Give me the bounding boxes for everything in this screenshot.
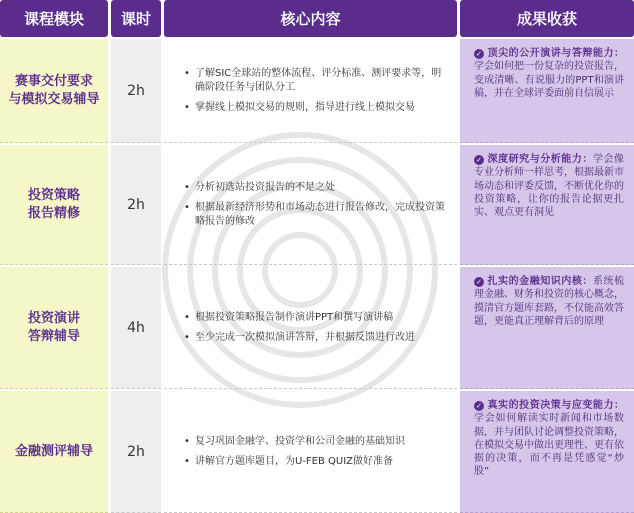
result-cell: [460, 391, 634, 513]
check-circle-icon: ✓: [474, 49, 484, 59]
result-text: [474, 153, 624, 219]
result-body: 系统梳理金融、财务和投资的核心概念，摸清官方题库套路，不仅能高效答题，更能真正理解背后的原理: [474, 276, 625, 327]
course-name-text: 金融测评辅导: [14, 443, 93, 459]
check-circle-icon: ✓: [474, 155, 484, 165]
result-cell: [460, 145, 634, 265]
result-title: 扎实的金融知识内核：: [487, 276, 593, 287]
course-name: [0, 145, 108, 265]
core-item: • 复习巩固金融学、投资学和公司金融的基础知识: [184, 435, 447, 449]
course-name-text: 投资策略 报告精修: [27, 187, 80, 221]
course-name: [0, 391, 108, 513]
result-text: [474, 275, 624, 328]
header-time: 课时: [111, 0, 161, 37]
table-row: [0, 145, 634, 265]
core-content: [164, 39, 457, 143]
course-name-text: 投资演讲 答辩辅导: [27, 310, 80, 344]
result-title: 真实的投资决策与应变能力：: [487, 400, 624, 411]
check-circle-icon: ✓: [474, 277, 484, 287]
core-item: • 根据最新经济形势和市场动态进行报告修改，完成投资策略报告的修改: [184, 201, 447, 229]
core-item: • 根据投资策略报告制作演讲PPT和撰写演讲稿: [184, 311, 447, 325]
course-hours: 4h: [111, 267, 161, 389]
result-cell: [460, 267, 634, 389]
table-row: [0, 391, 634, 513]
course-hours: 2h: [111, 39, 161, 143]
table-row: [0, 39, 634, 143]
course-name: [0, 39, 108, 143]
result-title: 顶尖的公开演讲与答辩能力：: [487, 48, 624, 59]
course-hours: 2h: [111, 391, 161, 513]
result-cell: [460, 39, 634, 143]
course-name-text: 赛事交付要求 与模拟交易辅导: [8, 73, 100, 107]
header-course: 课程模块: [0, 0, 108, 37]
result-text: [474, 47, 624, 100]
result-body: 学会像专业分析师一样思考，根据最新市场动态和评委反馈，不断优化你的投资策略，让你的报告论据更扎实、观点更有洞见: [474, 154, 625, 219]
course-name: [0, 267, 108, 389]
result-body: 学会如何解读实时新闻和市场数据，并与团队讨论调整投资策略，在模拟交易中做出更理性、更有依据的决策，而不再是凭感觉“炒股”: [474, 413, 624, 478]
header-result: 成果收获: [460, 0, 634, 37]
table-row: [0, 267, 634, 389]
result-title: 深度研究与分析能力：: [487, 154, 593, 165]
course-hours: 2h: [111, 145, 161, 265]
core-content: [164, 267, 457, 389]
table-header: [0, 0, 634, 37]
core-item: • 讲解官方题库题目，为U-FEB QUIZ做好准备: [184, 455, 447, 469]
check-circle-icon: ✓: [474, 401, 484, 411]
result-body: 学会如何把一份复杂的投资报告，变成清晰、有说服力的PPT和演讲稿，并在全球评委面前自信展示: [474, 61, 624, 99]
core-item: • 分析初选站投资报告的不足之处: [184, 181, 447, 195]
core-item: • 掌握线上模拟交易的规则，指导进行线上模拟交易: [184, 101, 447, 115]
core-item: • 了解SIC全球站的整体流程、评分标准、测评要求等，明确阶段任务与团队分工: [184, 67, 447, 95]
header-core: 核心内容: [164, 0, 457, 37]
result-text: [474, 399, 624, 479]
core-content: [164, 391, 457, 513]
core-item: • 至少完成一次模拟演讲答辩，并根据反馈进行改进: [184, 331, 447, 345]
core-content: [164, 145, 457, 265]
